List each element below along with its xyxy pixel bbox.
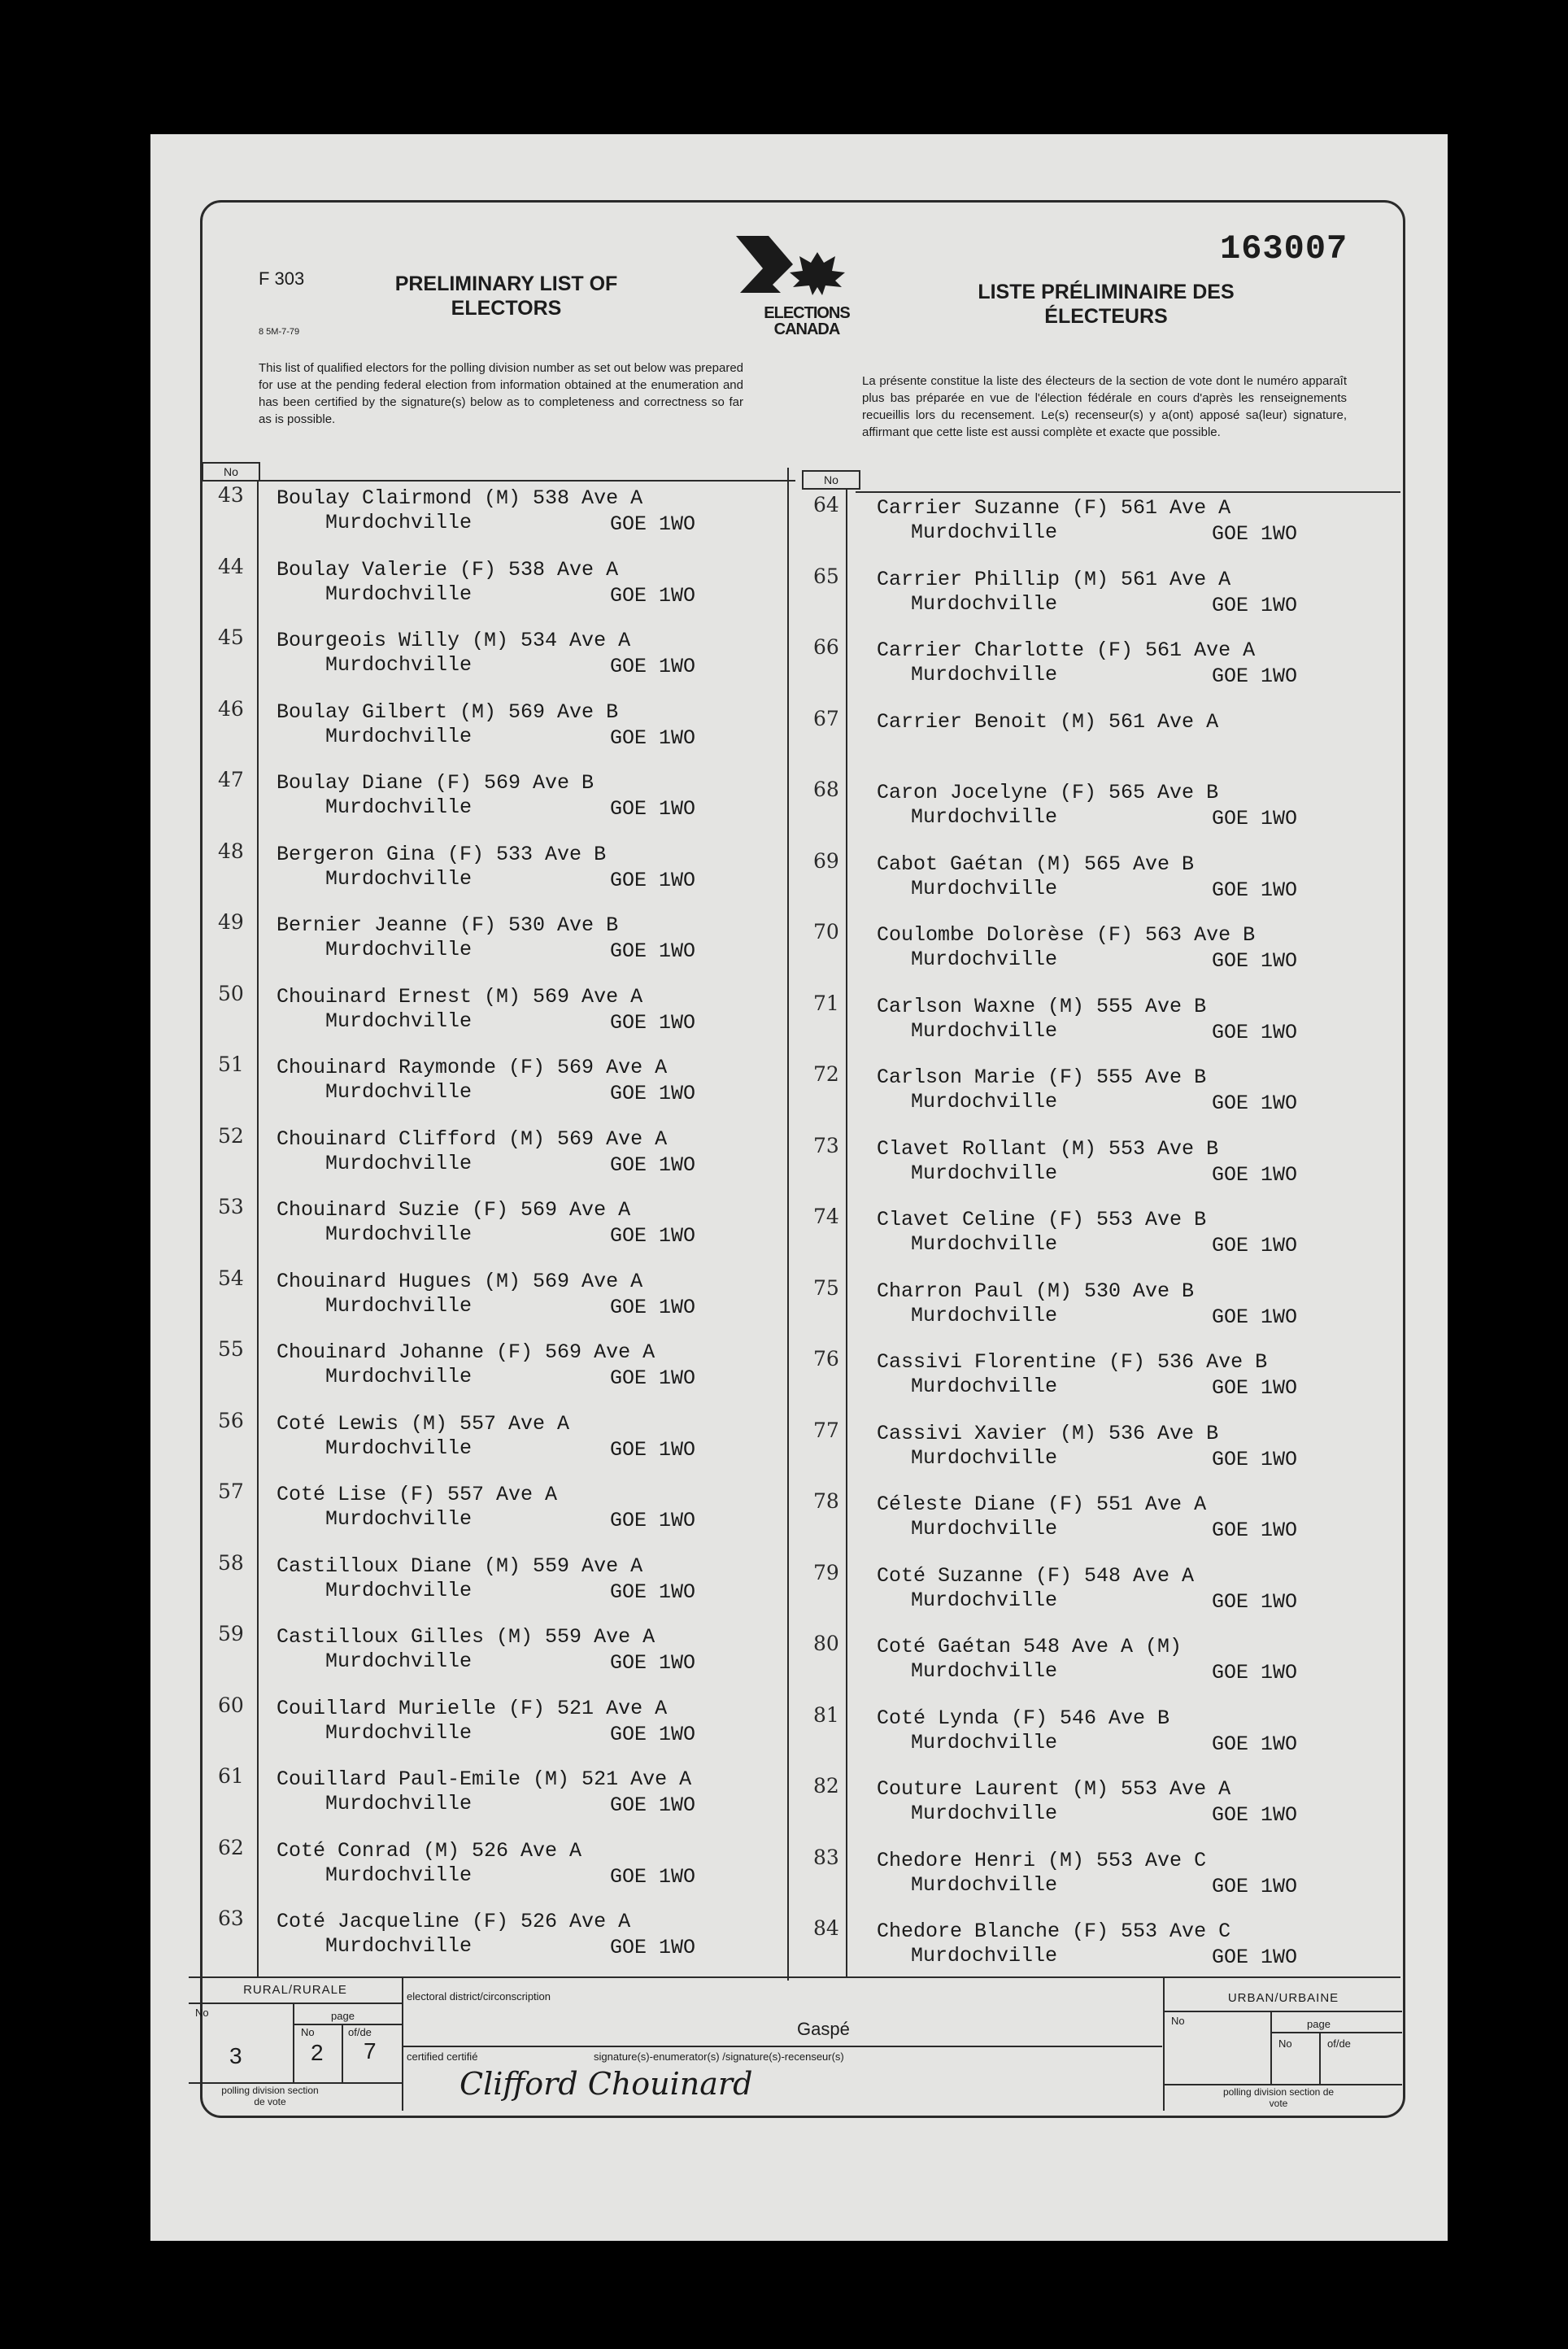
elector-postal-code: GOE 1WO bbox=[1212, 1803, 1298, 1827]
entry-number: 83 bbox=[813, 1845, 839, 1869]
elector-municipality: Murdochville bbox=[325, 1293, 473, 1318]
elector-postal-code: GOE 1WO bbox=[610, 1010, 696, 1035]
elector-municipality: Murdochville bbox=[911, 1802, 1058, 1825]
elector-postal-code: GOE 1WO bbox=[610, 726, 696, 750]
elector-postal-code: GOE 1WO bbox=[1212, 1376, 1298, 1400]
elector-name-address: Chedore Blanche (F) 553 Ave C bbox=[877, 1920, 1231, 1943]
elector-postal-code: GOE 1WO bbox=[610, 583, 696, 608]
elector-name-address: Coté Suzanne (F) 548 Ave A bbox=[877, 1563, 1195, 1588]
logo-text-elections: ELECTIONS bbox=[764, 304, 850, 322]
left-column-header: No bbox=[202, 462, 260, 482]
elector-municipality: Murdochville bbox=[911, 1872, 1058, 1897]
elector-postal-code: GOE 1WO bbox=[1212, 878, 1298, 902]
elector-name-address: Chouinard Hugues (M) 569 Ave A bbox=[277, 1269, 643, 1293]
elector-postal-code: GOE 1WO bbox=[1212, 1589, 1298, 1614]
enumerator-signature: Clifford Chouinard bbox=[460, 2066, 753, 2102]
elector-postal-code: GOE 1WO bbox=[1212, 1946, 1298, 1969]
elector-postal-code: GOE 1WO bbox=[1212, 949, 1298, 973]
rural-box bbox=[189, 1976, 403, 2111]
elector-municipality: Murdochville bbox=[325, 938, 473, 961]
entry-number: 50 bbox=[218, 981, 244, 1005]
elector-municipality: Murdochville bbox=[325, 1222, 473, 1246]
elector-municipality: Murdochville bbox=[325, 1365, 473, 1388]
elector-name-address: Cassivi Florentine (F) 536 Ave B bbox=[877, 1350, 1268, 1374]
entry-number: 80 bbox=[813, 1632, 839, 1655]
elector-name-address: Coté Gaétan 548 Ave A (M) bbox=[877, 1635, 1183, 1658]
elector-postal-code: GOE 1WO bbox=[1212, 1661, 1298, 1684]
elector-municipality: Murdochville bbox=[911, 1944, 1058, 1968]
elector-municipality: Murdochville bbox=[325, 1080, 473, 1104]
elector-postal-code: GOE 1WO bbox=[1212, 1162, 1298, 1187]
elector-name-address: Cassivi Xavier (M) 536 Ave B bbox=[877, 1421, 1219, 1445]
logo-text-canada: CANADA bbox=[773, 320, 840, 338]
elector-name-address: Clavet Rollant (M) 553 Ave B bbox=[877, 1136, 1219, 1161]
elector-name-address: Castilloux Diane (M) 559 Ave A bbox=[277, 1554, 643, 1578]
elector-name-address: Céleste Diane (F) 551 Ave A bbox=[877, 1493, 1207, 1516]
entry-number: 76 bbox=[813, 1347, 839, 1371]
elector-name-address: Boulay Valerie (F) 538 Ave A bbox=[277, 557, 619, 582]
elector-postal-code: GOE 1WO bbox=[610, 1509, 696, 1532]
elector-municipality: Murdochville bbox=[911, 1303, 1058, 1327]
entry-number: 70 bbox=[813, 920, 839, 944]
entry-number: 54 bbox=[218, 1266, 244, 1290]
page-number: 2 bbox=[311, 2040, 324, 2065]
elector-name-address: Chouinard Johanne (F) 569 Ave A bbox=[277, 1340, 656, 1364]
elector-name-address: Castilloux Gilles (M) 559 Ave A bbox=[277, 1625, 656, 1649]
form-code: 8 5M-7-79 bbox=[259, 327, 300, 337]
elector-postal-code: GOE 1WO bbox=[1212, 807, 1298, 830]
ofde-label: of/de bbox=[348, 2026, 372, 2038]
elector-municipality: Murdochville bbox=[325, 1009, 473, 1033]
elector-municipality: Murdochville bbox=[325, 511, 473, 534]
entry-number: 49 bbox=[218, 910, 244, 934]
left-number-rule bbox=[257, 480, 259, 1976]
elector-municipality: Murdochville bbox=[911, 1090, 1058, 1113]
entry-number: 69 bbox=[813, 848, 839, 873]
elector-municipality: Murdochville bbox=[911, 805, 1058, 829]
elector-name-address: Bergeron Gina (F) 533 Ave B bbox=[277, 842, 607, 866]
entry-number: 53 bbox=[218, 1195, 244, 1218]
entry-number: 64 bbox=[813, 493, 839, 516]
elector-postal-code: GOE 1WO bbox=[1212, 1234, 1298, 1257]
elector-municipality: Murdochville bbox=[325, 1934, 473, 1958]
elector-postal-code: GOE 1WO bbox=[1212, 1874, 1298, 1898]
entry-number: 63 bbox=[218, 1907, 244, 1930]
elector-municipality: Murdochville bbox=[911, 1659, 1058, 1683]
elector-postal-code: GOE 1WO bbox=[610, 1580, 696, 1604]
entry-number: 82 bbox=[813, 1774, 839, 1798]
entry-number: 51 bbox=[218, 1052, 244, 1076]
elector-postal-code: GOE 1WO bbox=[610, 512, 696, 536]
elector-postal-code: GOE 1WO bbox=[610, 1437, 696, 1462]
rural-no-label: No bbox=[195, 2007, 209, 2019]
elector-name-address: Charron Paul (M) 530 Ave B bbox=[877, 1279, 1195, 1303]
elector-postal-code: GOE 1WO bbox=[610, 1082, 696, 1105]
elector-postal-code: GOE 1WO bbox=[610, 1864, 696, 1889]
elector-name-address: Carrier Charlotte (F) 561 Ave A bbox=[877, 638, 1256, 662]
entry-number: 45 bbox=[218, 625, 244, 649]
elector-municipality: Murdochville bbox=[911, 521, 1058, 544]
elector-municipality: Murdochville bbox=[325, 795, 473, 819]
entry-number: 84 bbox=[813, 1916, 839, 1940]
elector-municipality: Murdochville bbox=[911, 1018, 1058, 1043]
entry-number: 52 bbox=[218, 1123, 244, 1148]
form-number: F 303 bbox=[259, 268, 305, 289]
elector-name-address: Boulay Diane (F) 569 Ave B bbox=[277, 771, 595, 795]
elector-name-address: Coté Lynda (F) 546 Ave B bbox=[877, 1706, 1170, 1730]
elector-postal-code: GOE 1WO bbox=[610, 797, 696, 821]
elector-name-address: Coté Lewis (M) 557 Ave A bbox=[277, 1411, 570, 1436]
title-french: LISTE PRÉLIMINAIRE DES ÉLECTEURS bbox=[978, 281, 1235, 328]
elector-postal-code: GOE 1WO bbox=[610, 1153, 696, 1177]
right-number-rule bbox=[846, 488, 847, 1976]
entry-number: 48 bbox=[218, 839, 244, 863]
elector-name-address: Coulombe Dolorèse (F) 563 Ave B bbox=[877, 923, 1256, 947]
elector-postal-code: GOE 1WO bbox=[610, 1366, 696, 1390]
elector-municipality: Murdochville bbox=[911, 1445, 1058, 1470]
elector-name-address: Carlson Marie (F) 555 Ave B bbox=[877, 1066, 1207, 1089]
entry-number: 60 bbox=[218, 1693, 244, 1717]
left-header-rule bbox=[202, 480, 795, 482]
entry-number: 78 bbox=[813, 1489, 839, 1513]
elector-name-address: Couture Laurent (M) 553 Ave A bbox=[877, 1777, 1231, 1801]
urban-label: URBAN/URBAINE bbox=[1227, 1991, 1339, 2005]
elector-municipality: Murdochville bbox=[325, 724, 473, 748]
elector-name-address: Cabot Gaétan (M) 565 Ave B bbox=[877, 852, 1195, 876]
elector-postal-code: GOE 1WO bbox=[610, 1793, 696, 1817]
urban-polling-division-label: polling division section de vote bbox=[1222, 2086, 1335, 2109]
entry-number: 55 bbox=[218, 1337, 244, 1361]
elector-municipality: Murdochville bbox=[911, 876, 1058, 900]
elector-municipality: Murdochville bbox=[325, 1151, 473, 1175]
elector-name-address: Clavet Celine (F) 553 Ave B bbox=[877, 1208, 1207, 1231]
elector-municipality: Murdochville bbox=[911, 1161, 1058, 1185]
elector-name-address: Coté Jacqueline (F) 526 Ave A bbox=[277, 1910, 631, 1933]
entry-number: 72 bbox=[813, 1062, 839, 1086]
elector-municipality: Murdochville bbox=[325, 1863, 473, 1887]
elector-name-address: Chouinard Raymonde (F) 569 Ave A bbox=[277, 1056, 668, 1079]
elector-municipality: Murdochville bbox=[911, 663, 1058, 686]
elector-municipality: Murdochville bbox=[325, 1792, 473, 1815]
entry-number: 57 bbox=[218, 1480, 244, 1503]
elector-municipality: Murdochville bbox=[325, 1578, 473, 1602]
elector-postal-code: GOE 1WO bbox=[1212, 522, 1298, 546]
title-english: PRELIMINARY LIST OF ELECTORS bbox=[394, 272, 618, 320]
elections-canada-logo bbox=[724, 232, 886, 338]
certified-label: certified certifié bbox=[407, 2050, 478, 2063]
entry-number: 75 bbox=[813, 1275, 839, 1300]
elector-postal-code: GOE 1WO bbox=[1212, 1447, 1298, 1471]
district-label: electoral district/circonscription bbox=[407, 1990, 551, 2003]
elector-municipality: Murdochville bbox=[911, 1730, 1058, 1754]
entry-number: 56 bbox=[218, 1408, 244, 1432]
elector-name-address: Bourgeois Willy (M) 534 Ave A bbox=[277, 629, 631, 652]
entry-number: 46 bbox=[218, 696, 244, 721]
elector-name-address: Chouinard Suzie (F) 569 Ave A bbox=[277, 1198, 631, 1222]
elector-name-address: Carrier Phillip (M) 561 Ave A bbox=[877, 567, 1231, 591]
elector-name-address: Chedore Henri (M) 553 Ave C bbox=[877, 1848, 1207, 1872]
entry-number: 74 bbox=[813, 1205, 839, 1228]
elector-name-address: Boulay Clairmond (M) 538 Ave A bbox=[277, 486, 643, 510]
polling-number: 3 bbox=[229, 2043, 242, 2068]
elector-name-address: Caron Jocelyne (F) 565 Ave B bbox=[877, 781, 1219, 804]
entry-number: 81 bbox=[813, 1702, 839, 1727]
intro-french: La présente constitue la liste des électeurs de la section de vote dont le numéro apparaît plus bas préparée en vue de l'élection fédérale en cours d'après les renseignements recueillis lors du recensement. Le(s) recenseur(s) y a(ont) apposé sa(leur) signature, affirmant que cette liste est aussi complète et exacte que possible. bbox=[862, 374, 1347, 439]
urban-box bbox=[1163, 1976, 1402, 2111]
urban-ofde-label: of/de bbox=[1327, 2037, 1351, 2050]
entry-number: 43 bbox=[218, 483, 244, 507]
elector-name-address: Carlson Waxne (M) 555 Ave B bbox=[877, 994, 1207, 1018]
entry-number: 68 bbox=[813, 778, 839, 801]
entry-number: 44 bbox=[218, 554, 244, 578]
serial-number: 163007 bbox=[1220, 229, 1348, 268]
elector-name-address: Carrier Suzanne (F) 561 Ave A bbox=[877, 496, 1231, 520]
elector-name-address: Chouinard Clifford (M) 569 Ave A bbox=[277, 1127, 668, 1151]
urban-page-no-label: No bbox=[1278, 2037, 1292, 2050]
elector-municipality: Murdochville bbox=[911, 1232, 1058, 1256]
entry-number: 65 bbox=[813, 564, 839, 588]
entry-number: 71 bbox=[813, 991, 839, 1015]
elector-municipality: Murdochville bbox=[325, 653, 473, 677]
elector-postal-code: GOE 1WO bbox=[610, 1651, 696, 1675]
elector-postal-code: GOE 1WO bbox=[1212, 1519, 1298, 1542]
elector-municipality: Murdochville bbox=[325, 1720, 473, 1745]
entry-number: 73 bbox=[813, 1133, 839, 1157]
district-value: Gaspé bbox=[797, 2019, 850, 2039]
elector-postal-code: GOE 1WO bbox=[610, 655, 696, 678]
urban-page-label: page bbox=[1307, 2018, 1331, 2030]
entry-number: 66 bbox=[813, 635, 839, 659]
intro-english: This list of qualified electors for the polling division number as set out below was prepared for use at the pending federal election from information obtained at the enumeration and has been certified by the signature(s) below as to completeness and correctness so far as is possible. bbox=[259, 361, 743, 426]
page-total: 7 bbox=[364, 2038, 377, 2064]
elector-name-address: Coté Lise (F) 557 Ave A bbox=[277, 1483, 558, 1506]
elector-postal-code: GOE 1WO bbox=[610, 1722, 696, 1746]
entry-number: 62 bbox=[218, 1835, 244, 1859]
elector-postal-code: GOE 1WO bbox=[1212, 665, 1298, 688]
elector-municipality: Murdochville bbox=[911, 1588, 1058, 1612]
elector-name-address: Carrier Benoit (M) 561 Ave A bbox=[877, 709, 1219, 734]
elector-postal-code: GOE 1WO bbox=[1212, 593, 1298, 617]
elector-postal-code: GOE 1WO bbox=[1212, 1092, 1298, 1115]
elector-municipality: Murdochville bbox=[325, 1650, 473, 1673]
entry-number: 67 bbox=[813, 706, 839, 730]
right-column-header: No bbox=[802, 470, 860, 490]
entry-number: 58 bbox=[218, 1550, 244, 1575]
entry-number: 79 bbox=[813, 1560, 839, 1584]
center-rule bbox=[787, 468, 789, 1981]
elector-municipality: Murdochville bbox=[325, 582, 473, 606]
right-header-rule bbox=[856, 491, 1400, 493]
elector-municipality: Murdochville bbox=[325, 866, 473, 891]
elector-name-address: Coté Conrad (M) 526 Ave A bbox=[277, 1838, 582, 1863]
elector-name-address: Boulay Gilbert (M) 569 Ave B bbox=[277, 699, 619, 724]
elector-postal-code: GOE 1WO bbox=[610, 1224, 696, 1248]
elector-postal-code: GOE 1WO bbox=[610, 939, 696, 963]
elector-postal-code: GOE 1WO bbox=[1212, 1020, 1298, 1044]
urban-no-label: No bbox=[1171, 2015, 1185, 2027]
elector-municipality: Murdochville bbox=[911, 1375, 1058, 1398]
rural-label: RURAL/RURALE bbox=[243, 1983, 347, 1997]
polling-division-label: polling division section de vote bbox=[221, 2085, 319, 2107]
elector-postal-code: GOE 1WO bbox=[610, 1295, 696, 1319]
elector-name-address: Couillard Murielle (F) 521 Ave A bbox=[277, 1696, 668, 1720]
page-label: page bbox=[331, 2010, 355, 2022]
elector-municipality: Murdochville bbox=[325, 1436, 473, 1460]
elector-name-address: Chouinard Ernest (M) 569 Ave A bbox=[277, 984, 643, 1009]
entry-number: 59 bbox=[218, 1622, 244, 1645]
signature-label: signature(s)-enumerator(s) /signature(s)-recenseur(s) bbox=[594, 2050, 844, 2063]
entry-number: 77 bbox=[813, 1418, 839, 1442]
elector-municipality: Murdochville bbox=[325, 1507, 473, 1531]
page-no-label: No bbox=[301, 2026, 315, 2038]
elector-municipality: Murdochville bbox=[911, 1517, 1058, 1541]
elector-municipality: Murdochville bbox=[911, 948, 1058, 971]
elector-municipality: Murdochville bbox=[911, 591, 1058, 616]
elector-postal-code: GOE 1WO bbox=[1212, 1305, 1298, 1329]
elector-postal-code: GOE 1WO bbox=[610, 1936, 696, 1959]
elector-name-address: Bernier Jeanne (F) 530 Ave B bbox=[277, 913, 619, 937]
elector-name-address: Couillard Paul-Emile (M) 521 Ave A bbox=[277, 1767, 692, 1791]
elector-postal-code: GOE 1WO bbox=[610, 868, 696, 892]
elector-postal-code: GOE 1WO bbox=[1212, 1732, 1298, 1756]
entry-number: 47 bbox=[218, 768, 244, 791]
entry-number: 61 bbox=[218, 1764, 244, 1788]
